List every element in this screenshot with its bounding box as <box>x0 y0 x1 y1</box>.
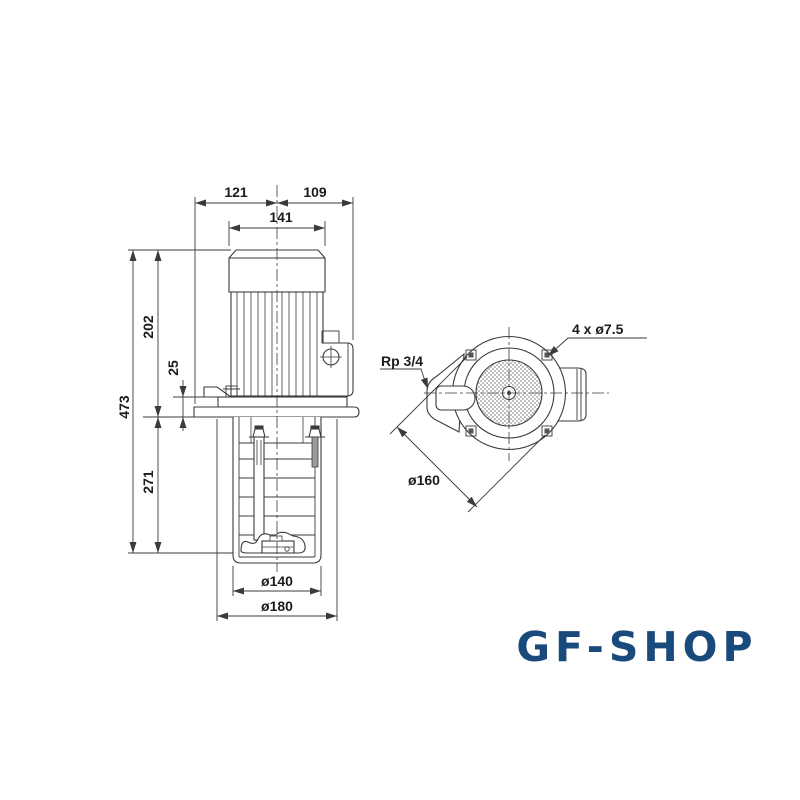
dim-109-label: 109 <box>303 184 327 200</box>
dim-271-label: 271 <box>140 470 156 494</box>
dim-25-label: 25 <box>165 360 181 376</box>
dim-473-label: 473 <box>116 395 132 419</box>
suction-tube <box>254 437 264 540</box>
dim-202-label: 202 <box>140 315 156 339</box>
clamp-plate <box>194 407 359 417</box>
dim-121-label: 121 <box>224 184 248 200</box>
terminal-box-side <box>320 331 353 396</box>
shop-watermark: GF-SHOP <box>516 623 758 671</box>
port-keyhole-slot <box>436 386 475 410</box>
dim-180-label: ø180 <box>261 598 293 614</box>
label-port-thread: Rp 3/4 <box>381 353 424 369</box>
side-view <box>194 185 359 572</box>
dim-140-label: ø140 <box>261 573 293 589</box>
dim-160-label: ø160 <box>408 472 440 488</box>
label-bolt-holes: 4 x ø7.5 <box>572 321 624 337</box>
top-view <box>424 327 609 461</box>
dim-141-label: 141 <box>269 209 293 225</box>
